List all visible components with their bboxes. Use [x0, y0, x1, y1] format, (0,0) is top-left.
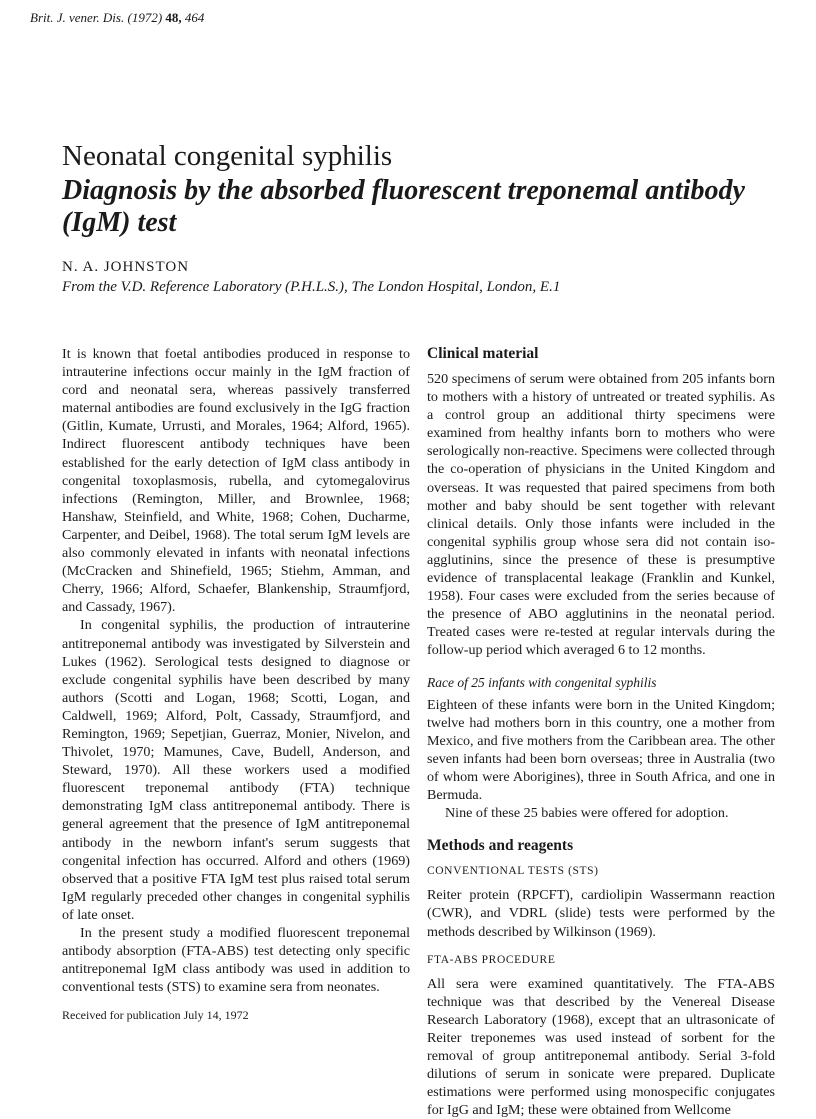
journal-abbrev: Brit. J. vener. Dis. — [30, 10, 125, 25]
conventional-tests-paragraph: Reiter protein (RPCFT), cardiolipin Wassermann reaction (CWR), and VDRL (slide) tests were performed by the methods described by Wilkinson (1969). — [427, 887, 775, 940]
race-heading: Race of 25 infants with congenital syphilis — [427, 674, 657, 690]
clinical-material-heading: Clinical material — [427, 345, 539, 362]
received-date: Received for publication July 14, 1972 — [62, 1008, 249, 1023]
article-subtitle: Diagnosis by the absorbed fluorescent treponemal antibody (IgM) test — [62, 175, 745, 238]
clinical-material-paragraph: 520 specimens of serum were obtained from 205 infants born to mothers with a history of untreated or treated syphilis. As a control group an additional thirty specimens were examined from healthy infants born to mothers who were serologically non-reactive. Specimens were collected through the co-operation of physicians in the United Kingdom and overseas. It was requested that paired specimens from both mother and baby should be sent together with relevant clinical details. Only those infants were included in the congenital syphilis group whose sera did not contain iso-agglutinins, since the presence of these is presumptive evidence of transplacental leakage (Franklin and Kunkel, 1958). Four cases were excluded from the series because of the presence of ABO agglutinins in the neonatal period. Treated cases were re-tested at regular intervals during the follow-up period which averaged 6 to 12 months. — [427, 371, 775, 659]
methods-heading: Methods and reagents — [427, 837, 574, 855]
left-column — [62, 345, 410, 1024]
article-title: Neonatal congenital syphilis — [62, 140, 393, 172]
race-paragraph-2: Nine of these 25 babies were offered for adoption. — [445, 805, 729, 822]
author-name: N. A. JOHNSTON — [62, 259, 190, 275]
intro-paragraph-3: In the present study a modified fluorescent treponemal antibody absorption (FTA-ABS) test detecting only specific antitreponemal IgM class antibody was used in addition to conventional tests (STS) to examine sera from neonates. — [62, 925, 410, 996]
conventional-tests-heading: CONVENTIONAL TESTS (STS) — [427, 865, 599, 878]
right-column — [427, 344, 775, 1119]
intro-paragraph-2: In congenital syphilis, the production of intrauterine antitreponemal antibody was investigated by Silverstein and Lukes (1962). Serological tests designed to diagnose or exclude congenital syphilis have been described by many authors (Scotti and Logan, 1968; Scotti, Logan, and Caldwell, 1969; Alford, Polt, Cassady, Straumfjord, and Remington, 1969; Sepetjian, Guerraz, Monier, Nivelon, and Thivolet, 1970; Mamunes, Cave, Budell, Anderson, and Steward, 1970). All these workers used a modified fluorescent treponemal antibody (FTA) technique demonstrating IgM class antitreponemal antibody. There is general agreement that the presence of IgM antitreponemal antibody in the newborn infant's serum suggests that congenital infection has occurred. Alford and others (1969) observed that a positive FTA IgM test plus raised total serum IgM regularly preceded other changes in congenital syphilis of late onset. — [62, 617, 410, 923]
journal-reference — [30, 10, 204, 26]
author-affiliation: From the V.D. Reference Laboratory (P.H.L.S.), The London Hospital, London, E.1 — [62, 279, 561, 295]
fta-abs-paragraph: All sera were examined quantitatively. The FTA-ABS technique was that described by the Venereal Disease Research Laboratory (1968), except that an ultrasonicate of Reiter treponemes was used instead of sorbent for the removal of group antitreponemal antibody. Serial 3-fold dilutions of serum in sonicate were prepared. Duplicate estimations were performed using monospecific conjugates for IgG and IgM; these were obtained from Wellcome — [427, 975, 775, 1119]
race-paragraph-1: Eighteen of these infants were born in the United Kingdom; twelve had mothers born in this country, one a mother from Mexico, and five mothers from the Caribbean area. The other seven infants had been born overseas; three in Australia (two of whom were Aborigines), three in South Africa, and one in Bermuda. — [427, 696, 775, 804]
fta-abs-heading: FTA-ABS PROCEDURE — [427, 953, 556, 966]
journal-volume: 48, — [165, 10, 182, 25]
journal-year: (1972) — [127, 10, 163, 25]
journal-page: 464 — [184, 10, 205, 25]
intro-paragraph-1: It is known that foetal antibodies produced in response to intrauterine infections occur mainly in the IgM fraction of cord and neonatal sera, whereas passively transferred maternal antibodies are found exclusively in the IgG fraction (Gitlin, Kumate, Urrusti, and Morales, 1964; Alford, 1965). Indirect fluorescent antibody techniques have been established for the early detection of IgM class antibody in congenital toxoplasmosis, rubella, and cytomegalovirus infections (Remington, Miller, and Brownlee, 1968; Hanshaw, Steinfield, and White, 1968; Cohen, Ducharme, Carpenter, and Deibel, 1968). The total serum IgM levels are also commonly elevated in infants with neonatal infections (McCracken and Shinefield, 1965; Stiehm, Amman, and Cherry, 1966; Alford, Schaefer, Blankenship, Straumfjord, and Cassady, 1967). — [62, 346, 410, 616]
